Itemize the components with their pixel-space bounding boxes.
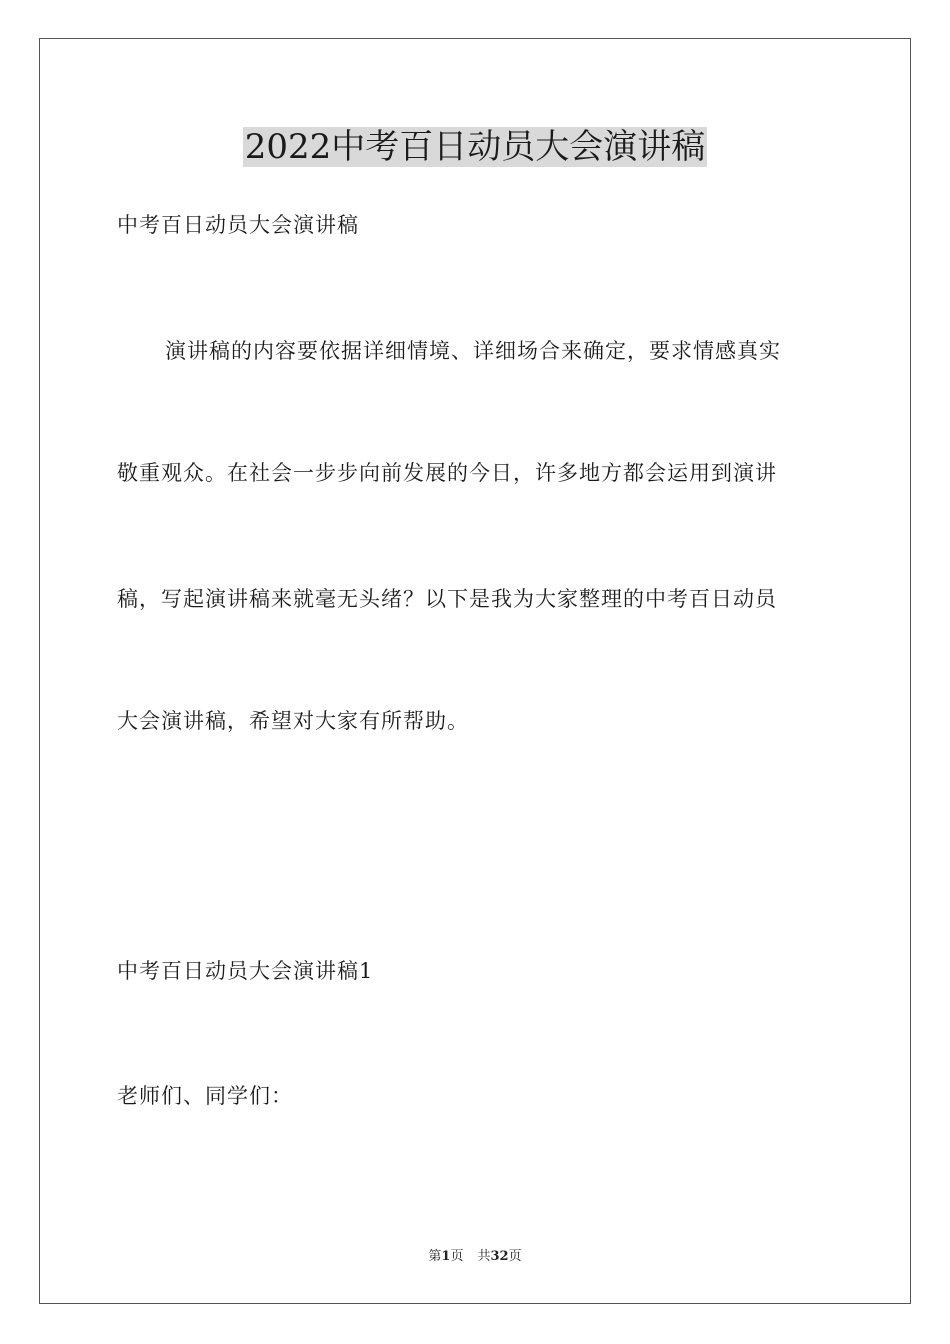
total-prefix: 共 [477,1249,491,1264]
page-prefix: 第 [428,1249,442,1264]
total-pages: 32 [490,1249,509,1264]
intro-paragraph-line: 大会演讲稿，希望对大家有所帮助。 [117,709,469,733]
page-footer [0,1248,950,1266]
greeting: 老师们、同学们： [117,1084,293,1108]
document-subtitle: 中考百日动员大会演讲稿 [117,213,359,237]
document-title [0,126,950,168]
page-number: 1 [441,1249,451,1264]
intro-paragraph-line: 演讲稿的内容要依据详细情境、详细场合来确定，要求情感真实 [165,339,781,363]
section-heading: 中考百日动员大会演讲稿1 [117,959,374,983]
intro-paragraph-line: 稿，写起演讲稿来就毫无头绪？以下是我为大家整理的中考百日动员 [117,587,777,611]
page-suffix: 页 [450,1249,464,1264]
document-title-text: 2022中考百日动员大会演讲稿 [244,127,706,167]
intro-paragraph-line: 敬重观众。在社会一步步向前发展的今日，许多地方都会运用到演讲 [117,461,777,485]
total-suffix: 页 [508,1249,522,1264]
